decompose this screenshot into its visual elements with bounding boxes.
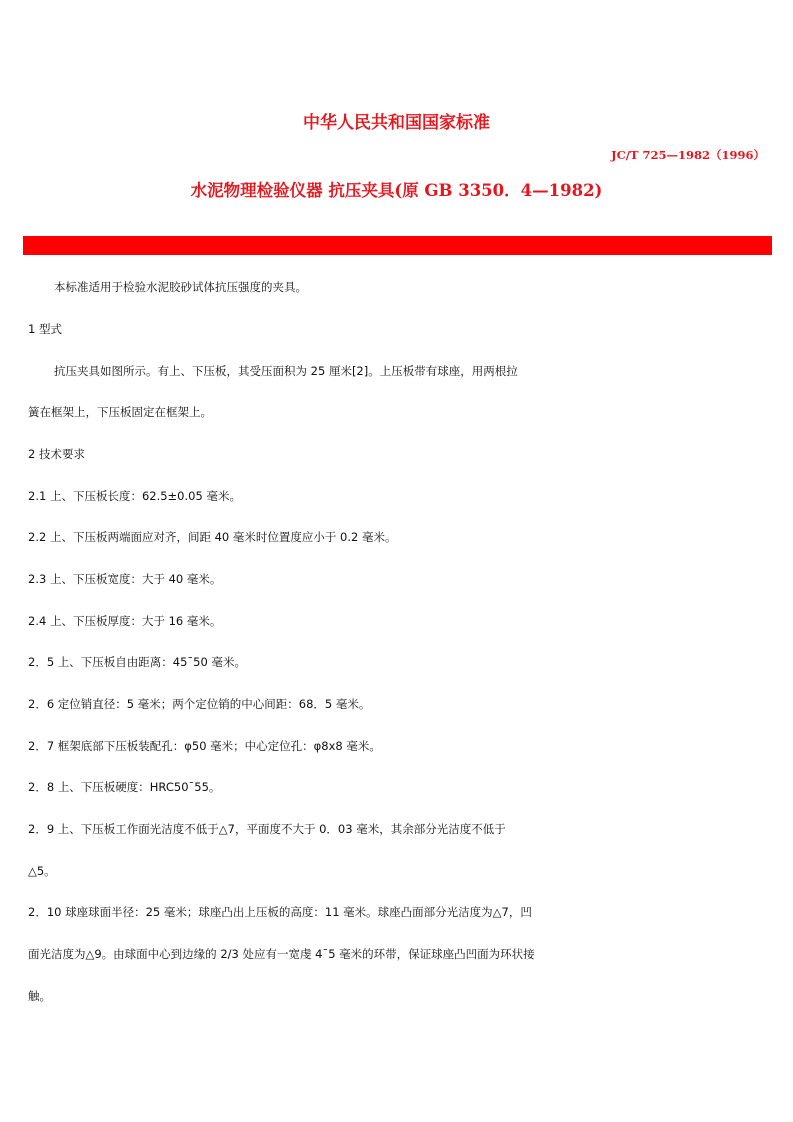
red-divider-bar [23, 236, 772, 255]
clause-2-9: 2．9 上、下压板工作面光洁度不低于△7，平面度不大于 0．03 毫米，其余部分光洁度不低于 [28, 822, 506, 836]
clause-2-5: 2．5 上、下压板自由距离：45¯50 毫米。 [28, 655, 246, 669]
standard-code: JC/T 725—1982（1996） [611, 148, 765, 162]
clause-2-8: 2．8 上、下压板硬度：HRC50¯55。 [28, 780, 221, 794]
clause-2-10: 2．10 球座球面半径：25 毫米；球座凸出上压板的高度：11 毫米。球座凸面部分光洁度为△7，凹 [28, 905, 532, 919]
clause-2-1: 2.1 上、下压板长度：62.5±0.05 毫米。 [28, 489, 241, 503]
clause-2-7: 2．7 框架底部下压板装配孔：φ50 毫米；中心定位孔：φ8x8 毫米。 [28, 739, 381, 753]
national-standard-heading: 中华人民共和国国家标准 [303, 113, 490, 133]
clause-2-10-continued: 触。 [28, 989, 51, 1003]
paragraph-line: 簧在框架上，下压板固定在框架上。 [28, 405, 212, 419]
clause-2-4: 2.4 上、下压板厚度：大于 16 毫米。 [28, 614, 222, 628]
clause-2-10-continued: 面光洁度为△9。由球面中心到边缘的 2/3 处应有一宽虔 4¯5 毫米的环带，保证球座凸凹面为环状接 [28, 947, 535, 961]
section-heading-type: 1 型式 [28, 322, 62, 336]
paragraph-line: 抗压夹具如图所示。有上、下压板，其受压面积为 25 厘米[2]。上压板带有球座，用两根拉 [54, 364, 518, 378]
document-title: 水泥物理检验仪器 抗压夹具(原 GB 3350．4—1982) [190, 181, 603, 200]
intro-paragraph: 本标准适用于检验水泥胶砂试体抗压强度的夹具。 [54, 280, 307, 294]
clause-2-2: 2.2 上、下压板两端面应对齐，间距 40 毫米时位置度应小于 0.2 毫米。 [28, 530, 397, 544]
clause-2-6: 2．6 定位销直径：5 毫米；两个定位销的中心间距：68．5 毫米。 [28, 697, 371, 711]
clause-2-9-continued: △5。 [28, 864, 56, 878]
clause-2-3: 2.3 上、下压板宽度：大于 40 毫米。 [28, 572, 222, 586]
section-heading-requirements: 2 技术要求 [28, 447, 85, 461]
